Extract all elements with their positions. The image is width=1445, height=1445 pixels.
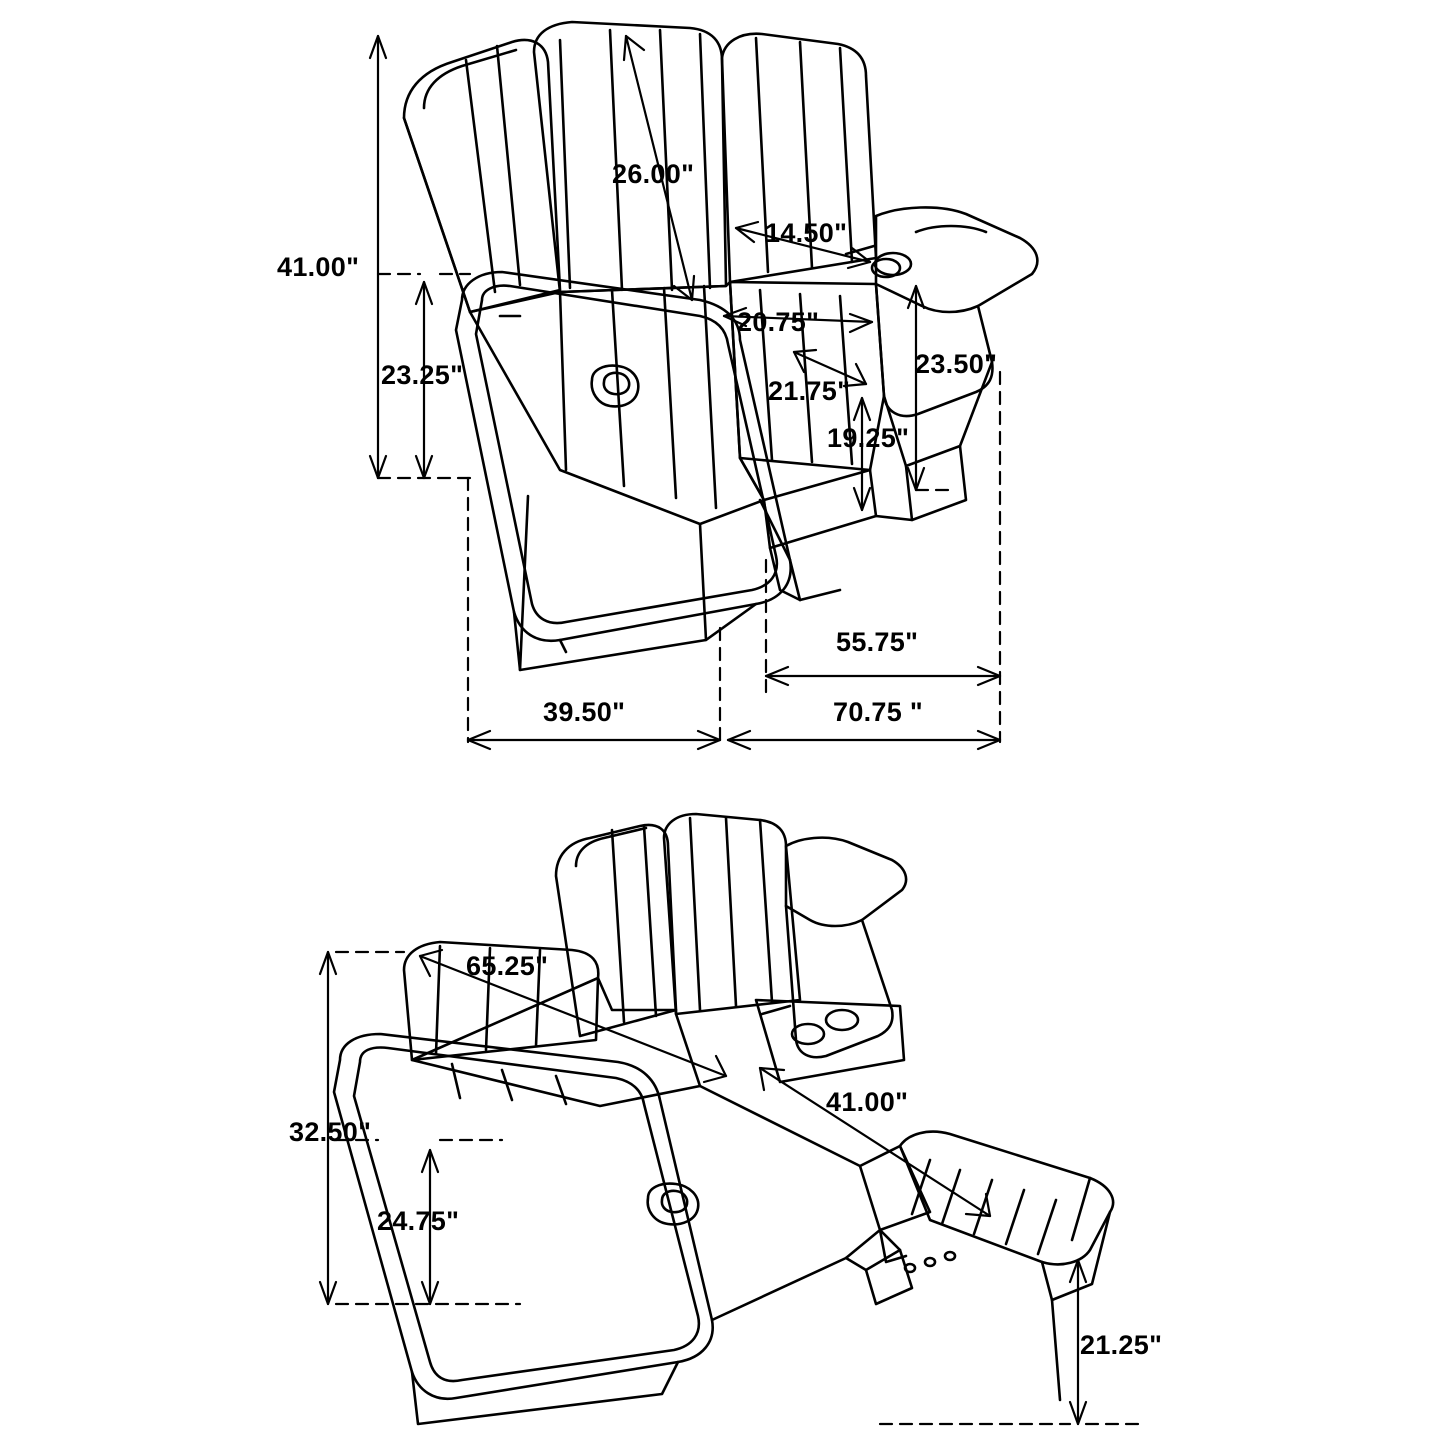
dim-label-inner-seat-span: 55.75": [836, 627, 919, 657]
dim-label-overall-width: 70.75 ": [833, 697, 923, 727]
reclined-sofa-illustration: [334, 814, 1113, 1424]
reclined-dimension-lines: [320, 950, 1140, 1424]
dim-label-back-cushion-width: 26.00": [612, 159, 695, 189]
dim-label-overall-height: 41.00": [277, 252, 360, 282]
dim-label-reclined-extension: 41.00": [826, 1087, 909, 1117]
dim-label-arm-height: 23.50": [915, 349, 998, 379]
dim-label-reclined-length: 65.25": [466, 951, 549, 981]
dim-label-footrest-height: 21.25": [1080, 1330, 1163, 1360]
dim-label-seat-back-height: 23.25": [381, 360, 464, 390]
dim-label-seat-depth: 20.75": [737, 307, 820, 337]
dim-label-console-width: 14.50": [765, 218, 848, 248]
upright-sofa-illustration: [404, 22, 1037, 670]
dim-label-seat-to-floor: 19.25": [827, 423, 910, 453]
dim-label-overall-depth: 39.50": [543, 697, 626, 727]
dim-label-reclined-height: 32.50": [289, 1117, 372, 1147]
dim-label-reclined-seat-back: 24.75": [377, 1206, 460, 1236]
dim-label-seat-width: 21.75": [768, 376, 851, 406]
